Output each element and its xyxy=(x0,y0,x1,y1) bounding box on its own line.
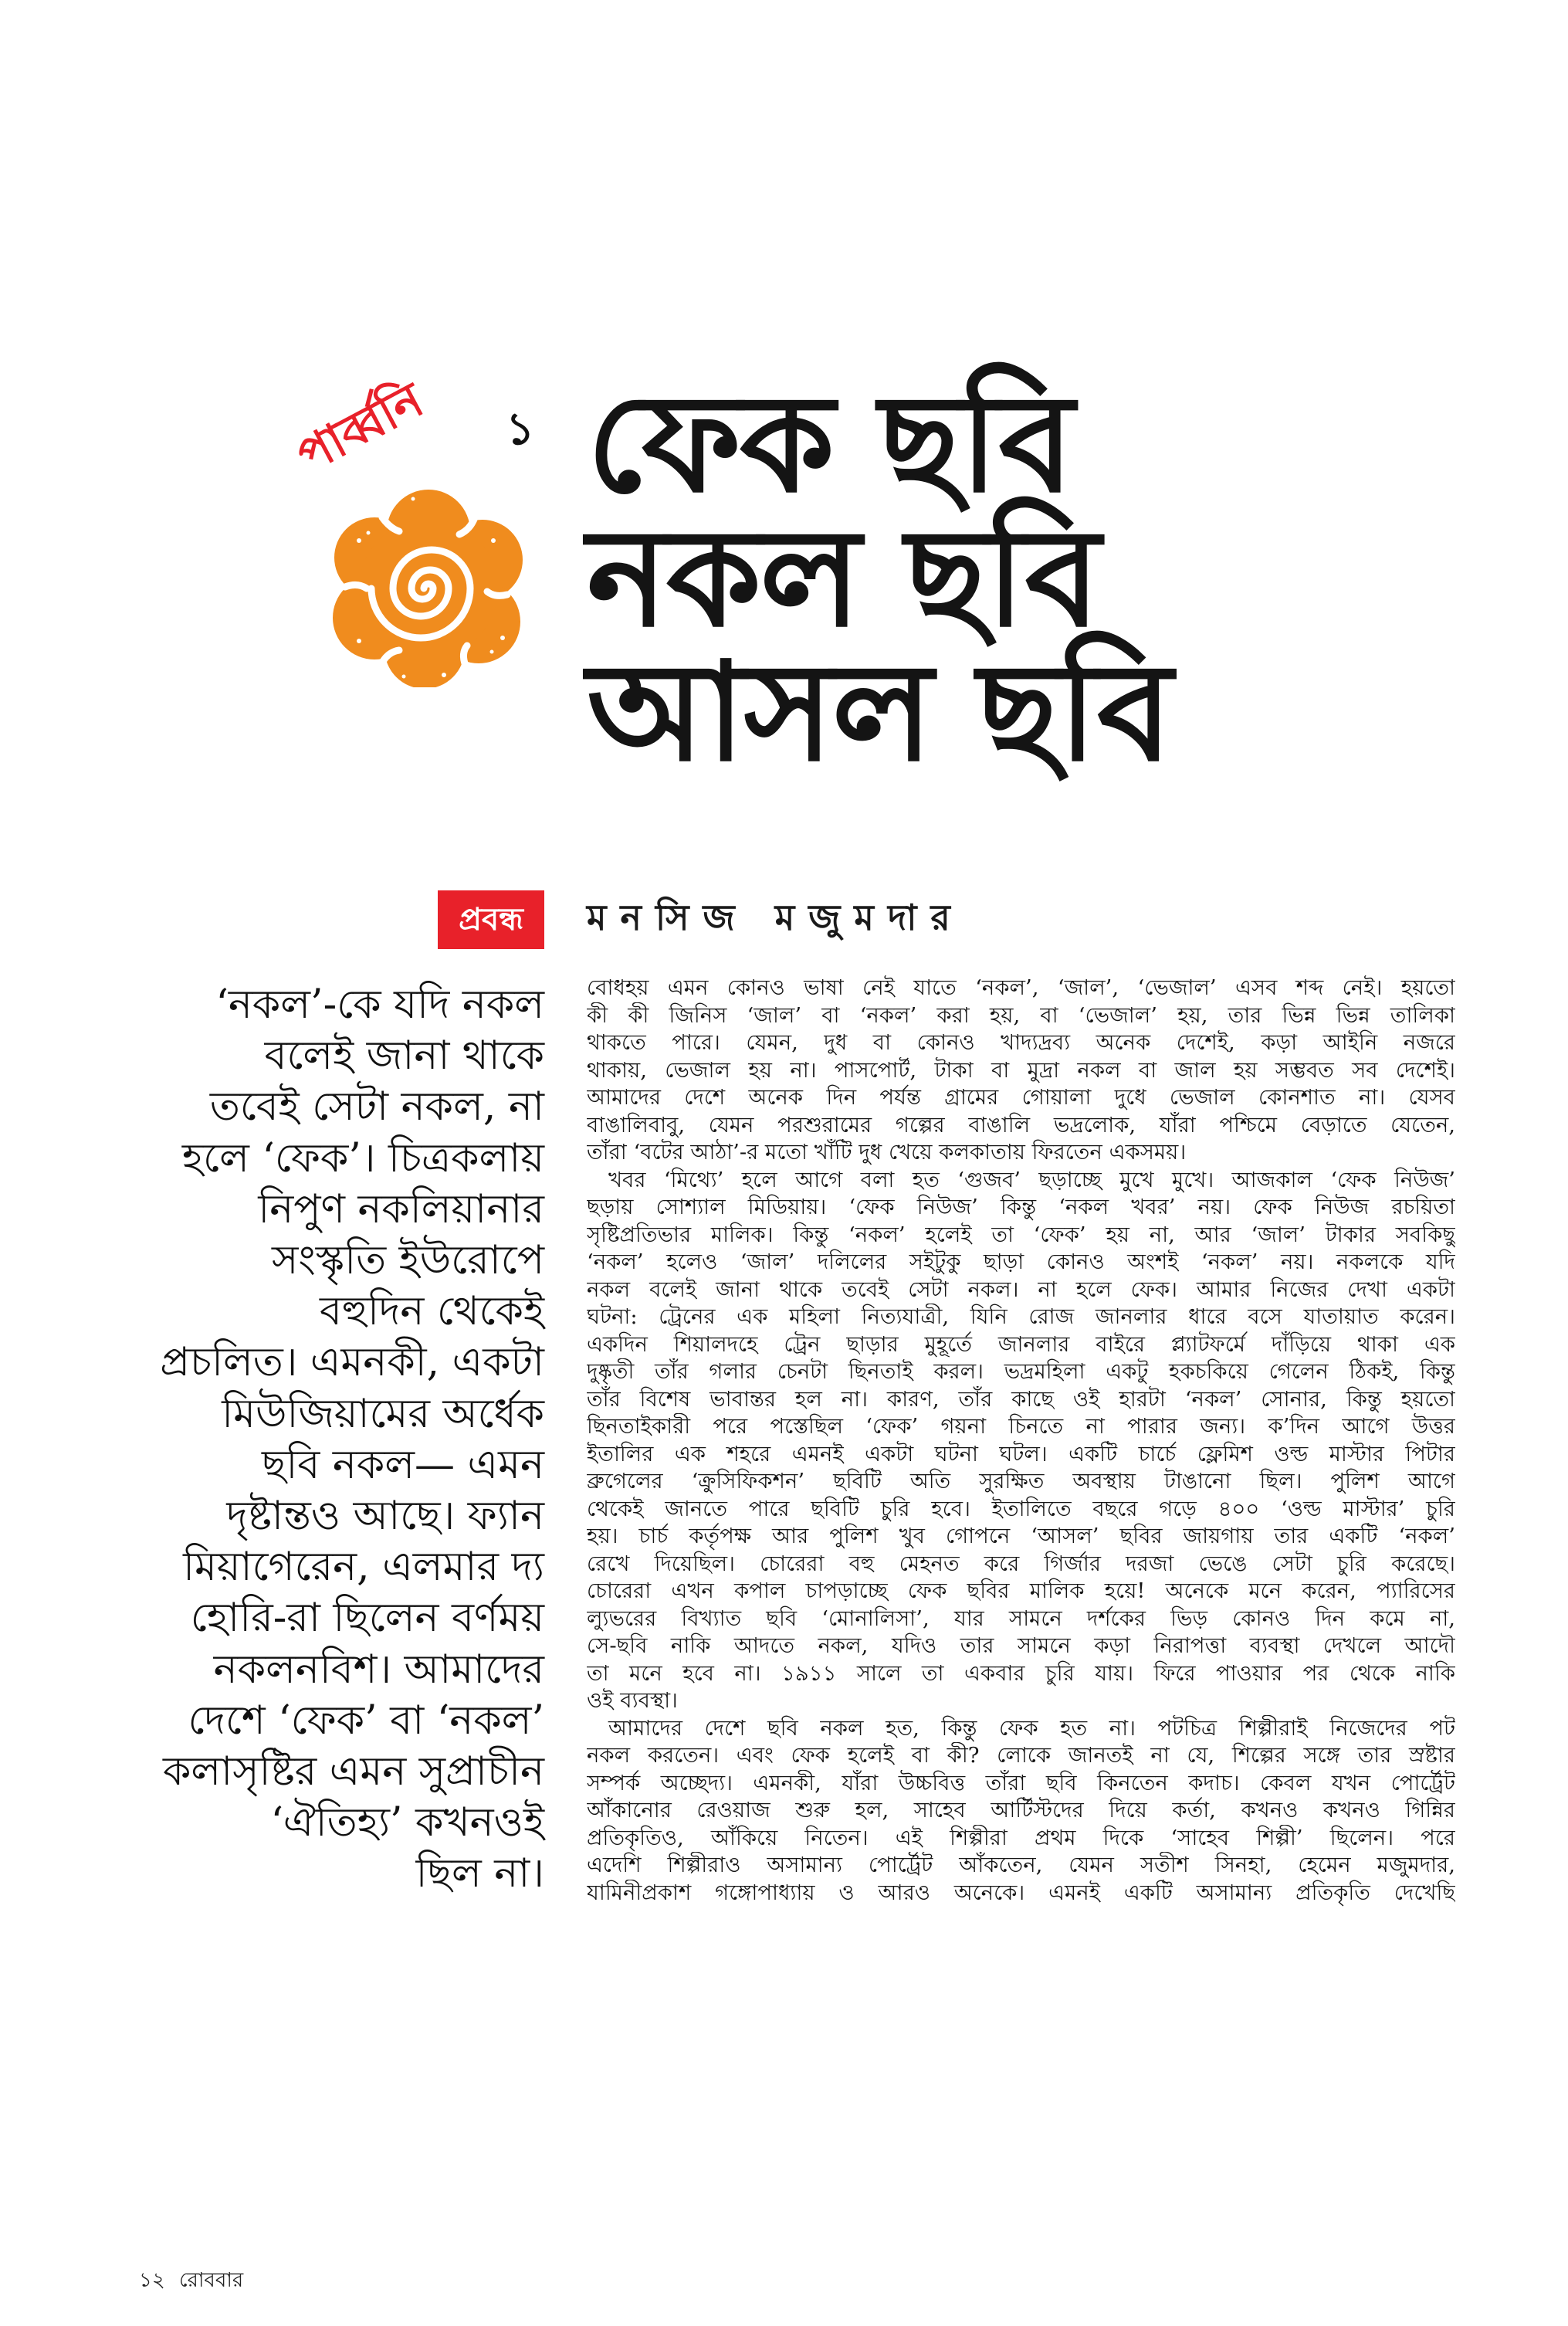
article-line: নকল বলেই জানা থাকে তবেই সেটা নকল। না হলে ফেক। আমার নিজের দেখা একটা xyxy=(587,1277,1455,1302)
headline-line-2: নকল ছবি xyxy=(587,499,1099,657)
pull-quote-line: নকলনবিশ। আমাদের xyxy=(213,1646,544,1693)
article-line: কী কী জিনিস ‘জাল’ বা ‘নকল’ করা হয়, বা ‘ভেজাল’ হয়, তার ভিন্ন ভিন্ন তালিকা xyxy=(587,1002,1455,1028)
article-line: খবর ‘মিথ্যে’ হলে আগে বলা হত ‘গুজব’ ছড়াচ্ছে মুখে মুখে। আজকাল ‘ফেক নিউজ’ xyxy=(608,1167,1455,1192)
article-line: ল্যুভরের বিখ্যাত ছবি ‘মোনালিসা’, যার সামনে দর্শকের ভিড় কোনও দিন কমে না, xyxy=(587,1605,1455,1631)
article-line: রেখে দিয়েছিল। চোরেরা বহু মেহনত করে গির্জার দরজা ভেঙে সেটা চুরি করেছে। xyxy=(587,1551,1455,1576)
article-line: হয়। চার্চ কর্তৃপক্ষ আর পুলিশ খুব গোপনে ‘আসল’ ছবির জায়গায় তার একটি ‘নকল’ xyxy=(587,1524,1455,1548)
headline-line-1: ফেক ছবি xyxy=(587,364,1073,523)
article-line: তাঁরা ‘বটের আঠা’-র মতো খাঁটি দুধ খেয়ে কলকাতায় ফিরতেন একসময়। xyxy=(587,1140,1187,1165)
article-line: আমাদের দেশে ছবি নকল হত, কিন্তু ফেক হত না। পটচিত্র শিল্পীরাই নিজেদের পট xyxy=(608,1715,1455,1741)
festival-badge xyxy=(288,371,575,695)
pull-quote-line: দেশে ‘ফেক’ বা ‘নকল’ xyxy=(188,1697,544,1744)
pull-quote-line: মিউজিয়ামের অর্ধেক xyxy=(222,1390,544,1437)
pull-quote-line: নিপুণ নকলিয়ানার xyxy=(258,1185,544,1233)
article-line: আমাদের দেশে অনেক দিন পর্যন্ত গ্রামের গোয়ালা দুধে ভেজাল কোনশাত না। যেসব xyxy=(587,1085,1455,1110)
article-line: থাকায়, ভেজাল হয় না। পাসপোর্ট, টাকা বা মুদ্রা নকল বা জাল হয় সম্ভবত সব দেশেই। xyxy=(587,1057,1455,1083)
article-line: সম্পর্ক অচ্ছেদ্য। এমনকী, যাঁরা উচ্চবিত্ত তাঁরা ছবি কিনতেন কদাচ। কেবল যখন পোর্ট্রেট xyxy=(587,1770,1455,1795)
article-line: নকল করতেন। এবং ফেক হলেই বা কী? লোকে জানতই না যে, শিল্পের সঙ্গে তার স্রষ্টার xyxy=(587,1743,1455,1768)
pull-quote-line: হলে ‘ফেক’। চিত্রকলায় xyxy=(181,1134,544,1182)
article-line: চোরেরা এখন কপাল চাপড়াচ্ছে ফেক ছবির মালিক হয়ে! অনেকে মনে করেন, প্যারিসের xyxy=(587,1578,1455,1603)
article-line: তা মনে হবে না। ১৯১১ সালে তা একবার চুরি যায়। ফিরে পাওয়ার পর থেকে নাকি xyxy=(587,1660,1455,1686)
pull-quote-line: ছবি নকল— এমন xyxy=(261,1441,544,1488)
pull-quote-line: প্রচলিত। এমনকী, একটা xyxy=(160,1339,544,1386)
article-line: একদিন শিয়ালদহে ট্রেন ছাড়ার মুহূর্তে জানলার বাইরে প্ল্যাটফর্মে দাঁড়িয়ে থাকা এক xyxy=(587,1331,1455,1357)
pull-quote-line: ‘নকল’-কে যদি নকল xyxy=(215,982,544,1028)
author-byline: মনসিজ মজুমদার xyxy=(587,897,964,938)
article-line: ছিনতাইকারী পরে পস্তেছিল ‘ফেক’ গয়না চিনতে না পারার জন্য। ক’দিন আগে উত্তর xyxy=(587,1414,1455,1439)
article-line: সৃষ্টিপ্রতিভার মালিক। কিন্তু ‘নকল’ হলেই তা ‘ফেক’ হয় না, আর ‘জাল’ টাকার সবকিছু xyxy=(587,1222,1455,1247)
article-line: বাঙালিবাবু, যেমন পরশুরামের গল্পের বাঙালি ভদ্রলোক, যাঁরা পশ্চিমে বেড়াতে যেতেন, xyxy=(587,1112,1455,1138)
page-number: ১২ xyxy=(139,2269,165,2292)
article-line: ছড়ায় সোশ্যাল মিডিয়ায়। ‘ফেক নিউজ’ কিন্তু ‘নকল খবর’ নয়। ফেক নিউজ রচয়িতা xyxy=(587,1195,1455,1219)
publication-name: রোববার xyxy=(179,2269,244,2292)
article-line: ইতালির এক শহরে এমনই একটা ঘটনা ঘটল। একটি চার্চে ফ্লেমিশ ওল্ড মাস্টার পিটার xyxy=(587,1441,1455,1466)
pull-quote-line: ছিল না। xyxy=(415,1850,544,1897)
article-line: ‘নকল’ হলেও ‘জাল’ দলিলের সইটুকু ছাড়া কোনও অংশই ‘নকল’ নয়। নকলকে যদি xyxy=(587,1249,1455,1274)
article-line: সে-ছবি নাকি আদতে নকল, যদিও তার সামনে কড়া নিরাপত্তা ব্যবস্থা দেখলে আদৌ xyxy=(587,1633,1455,1658)
article-line: দুষ্কৃতী তাঁর গলার চেনটা ছিনতাই করল। ভদ্রমহিলা একটু হকচকিয়ে গেলেন ঠিকই, কিন্তু xyxy=(587,1359,1455,1384)
pull-quote-line: দৃষ্টান্তও আছে। ফ্যান xyxy=(226,1493,544,1540)
article-line: বোধহয় এমন কোনও ভাষা নেই যাতে ‘নকল’, ‘জাল’, ‘ভেজাল’ এসব শব্দ নেই। হয়তো xyxy=(587,975,1455,1000)
pull-quote-line: সংস্কৃতি ইউরোপে xyxy=(272,1237,544,1284)
article-line: থাকতে পারে। যেমন, দুধ বা কোনও খাদ্যদ্রব্য অনেক দেশেই, কড়া আইনি নজরে xyxy=(587,1030,1455,1055)
headline-line-3: আসল ছবি xyxy=(587,633,1171,792)
headline xyxy=(587,364,1436,792)
article-line: থেকেই জানতে পারে ছবিটি চুরি হবে। ইতালিতে বছরে গড়ে ৪০০ ‘ওল্ড মাস্টার’ চুরি xyxy=(587,1496,1455,1521)
page-footer xyxy=(139,2264,251,2298)
pull-quote-line: কলাসৃষ্টির এমন সুপ্রাচীন xyxy=(163,1748,544,1795)
article-line: তাঁর বিশেষ ভাবান্তর হল না। কারণ, তাঁর কাছে ওই হারটা ‘নকল’ সোনার, কিন্তু হয়তো xyxy=(587,1386,1455,1412)
pull-quote-line: বলেই জানা থাকে xyxy=(264,1032,544,1080)
pull-quote xyxy=(139,979,544,1900)
article-line: এদেশি শিল্পীরাও অসামান্য পোর্ট্রেট আঁকতেন, যেমন সতীশ সিনহা, হেমেন মজুমদার, xyxy=(587,1853,1455,1877)
article-line: যামিনীপ্রকাশ গঙ্গোপাধ্যায় ও আরও অনেকে। এমনই একটি অসামান্য প্রতিকৃতি দেখেছি xyxy=(587,1880,1455,1905)
section-tag: প্রবন্ধ xyxy=(438,890,544,949)
pull-quote-line: তবেই সেটা নকল, না xyxy=(209,1083,544,1131)
article-line: ওই ব্যবস্থা। xyxy=(587,1688,678,1713)
flower-icon xyxy=(328,487,529,687)
festival-label: পাৰ্ব্বনি xyxy=(288,371,432,484)
article-line: প্রতিকৃতিও, আঁকিয়ে নিতেন। এই শিল্পীরা প্রথম দিকে ‘সাহেব শিল্পী’ ছিলেন। পরে xyxy=(587,1825,1455,1850)
pull-quote-line: ‘ঐতিহ্য’ কখনওই xyxy=(270,1799,544,1846)
festival-number: ১ xyxy=(506,402,535,455)
pull-quote-line: হোরি-রা ছিলেন বর্ণময় xyxy=(190,1595,544,1642)
article-line: ব্রুগেলের ‘ক্রুসিফিকশন’ ছবিটি অতি সুরক্ষিত অবস্থায় টাঙানো ছিল। পুলিশ আগে xyxy=(587,1469,1455,1494)
article-line: আঁকানোর রেওয়াজ শুরু হল, সাহেব আর্টিস্টদের দিয়ে কর্তা, কখনও কখনও গিন্নির xyxy=(587,1798,1455,1822)
article-body xyxy=(587,975,1455,1907)
pull-quote-line: মিয়াগেরেন, এলমার দ্য xyxy=(183,1544,544,1591)
pull-quote-line: বহুদিন থেকেই xyxy=(320,1288,544,1335)
article-line: ঘটনা: ট্রেনের এক মহিলা নিত্যযাত্রী, যিনি রোজ জানলার ধারে বসে যাতায়াত করেন। xyxy=(587,1304,1455,1329)
